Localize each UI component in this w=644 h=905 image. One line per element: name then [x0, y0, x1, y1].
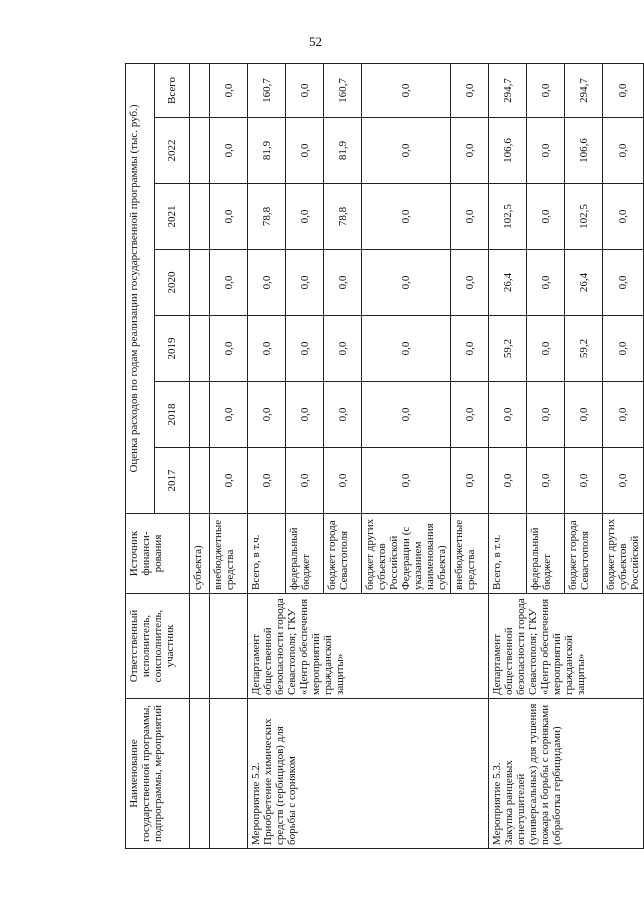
- value-cell: 81,9: [248, 118, 286, 184]
- header-year-2017: 2017: [155, 448, 190, 514]
- source-cell: бюджет города Севастополя: [565, 514, 603, 594]
- value-cell: 0,0: [210, 316, 248, 382]
- source-cell: бюджет других субъектов Российской: [603, 514, 644, 594]
- value-cell: 0,0: [451, 184, 489, 250]
- value-cell: 0,0: [210, 118, 248, 184]
- rotated-table-container: [125, 64, 641, 849]
- source-cell: субъекта): [190, 514, 210, 594]
- source-cell: Всего, в т.ч.: [248, 514, 286, 594]
- value-cell: 0,0: [248, 316, 286, 382]
- executor-cell-empty: [210, 594, 248, 699]
- value-cell: 0,0: [451, 316, 489, 382]
- value-cell: 59,2: [489, 316, 527, 382]
- value-cell: 160,7: [248, 64, 286, 118]
- value-cell: 0,0: [324, 316, 362, 382]
- value-cell: 0,0: [603, 382, 644, 448]
- value-cell: 0,0: [362, 184, 451, 250]
- value-cell: 160,7: [324, 64, 362, 118]
- value-cell-empty: [190, 64, 210, 118]
- executor-cell-empty: [190, 594, 210, 699]
- event-name-cell: Мероприятие 5.2. Приобретение химических средств (гербицидов) для борьбы с сорняком: [248, 699, 489, 849]
- value-cell: 106,6: [565, 118, 603, 184]
- value-cell: 0,0: [286, 382, 324, 448]
- value-cell: 0,0: [362, 64, 451, 118]
- value-cell: 0,0: [527, 118, 565, 184]
- value-cell: 78,8: [324, 184, 362, 250]
- budget-table: [125, 63, 644, 849]
- value-cell: 26,4: [489, 250, 527, 316]
- header-total: Всего: [155, 64, 190, 118]
- event-name-cell: Мероприятие 5.3. Закупка ранцевых огнетушителей (универсальных) для тушения пожара и борьбы с сорняками (обработка гербицидами): [489, 699, 644, 849]
- name-cell-empty: [190, 699, 210, 849]
- value-cell-empty: [190, 448, 210, 514]
- value-cell: 0,0: [286, 250, 324, 316]
- value-cell: 78,8: [248, 184, 286, 250]
- value-cell: 0,0: [527, 64, 565, 118]
- value-cell: 0,0: [210, 184, 248, 250]
- value-cell: 0,0: [527, 184, 565, 250]
- table-row: [489, 64, 527, 849]
- header-executor: Ответственный исполнитель, соисполнитель, участник: [126, 594, 190, 699]
- source-cell: Всего, в т.ч.: [489, 514, 527, 594]
- value-cell: 102,5: [565, 184, 603, 250]
- value-cell: 0,0: [210, 64, 248, 118]
- value-cell: 294,7: [489, 64, 527, 118]
- page-number: 52: [309, 34, 322, 49]
- value-cell: 0,0: [362, 118, 451, 184]
- header-source: Источник финанси-рования: [126, 514, 190, 594]
- table-row: [210, 64, 248, 849]
- value-cell-empty: [190, 250, 210, 316]
- name-cell-empty: [210, 699, 248, 849]
- value-cell: 0,0: [603, 250, 644, 316]
- value-cell: 0,0: [210, 448, 248, 514]
- value-cell: 26,4: [565, 250, 603, 316]
- value-cell: 102,5: [489, 184, 527, 250]
- value-cell: 0,0: [248, 448, 286, 514]
- value-cell-empty: [190, 382, 210, 448]
- value-cell: 0,0: [210, 250, 248, 316]
- source-cell: внебюджетные средства: [210, 514, 248, 594]
- value-cell: 0,0: [248, 250, 286, 316]
- source-cell: федеральный бюджет: [527, 514, 565, 594]
- value-cell: 0,0: [210, 382, 248, 448]
- value-cell: 0,0: [451, 118, 489, 184]
- value-cell: 0,0: [603, 184, 644, 250]
- header-year-2019: 2019: [155, 316, 190, 382]
- value-cell: 0,0: [286, 316, 324, 382]
- value-cell-empty: [190, 118, 210, 184]
- value-cell: 0,0: [362, 448, 451, 514]
- value-cell: 0,0: [489, 448, 527, 514]
- value-cell: 0,0: [527, 382, 565, 448]
- header-year-2018: 2018: [155, 382, 190, 448]
- value-cell: 0,0: [324, 382, 362, 448]
- value-cell: 0,0: [565, 382, 603, 448]
- source-cell: федеральный бюджет: [286, 514, 324, 594]
- value-cell: 0,0: [603, 64, 644, 118]
- value-cell: 0,0: [489, 382, 527, 448]
- value-cell-empty: [190, 184, 210, 250]
- value-cell: 81,9: [324, 118, 362, 184]
- value-cell: 0,0: [603, 118, 644, 184]
- value-cell: 0,0: [451, 448, 489, 514]
- value-cell: 0,0: [565, 448, 603, 514]
- header-name: Наименование государственной программы, подпрограммы, мероприятий: [126, 699, 190, 849]
- value-cell: 0,0: [527, 316, 565, 382]
- event-executor-cell: Департамент общественной безопасности города Севастополя; ГКУ «Центр обеспечения мероприятий гражданской защиты»: [489, 594, 644, 699]
- value-cell: 0,0: [286, 118, 324, 184]
- value-cell: 0,0: [451, 250, 489, 316]
- value-cell: 0,0: [362, 316, 451, 382]
- value-cell: 106,6: [489, 118, 527, 184]
- event-executor-cell: Департамент общественной безопасности города Севастополя; ГКУ «Центр обеспечения мероприятий гражданской защиты»: [248, 594, 489, 699]
- header-year-2021: 2021: [155, 184, 190, 250]
- value-cell: 0,0: [248, 382, 286, 448]
- value-cell: 0,0: [527, 448, 565, 514]
- value-cell: 59,2: [565, 316, 603, 382]
- continuation-row: [190, 64, 210, 849]
- value-cell: 0,0: [286, 448, 324, 514]
- header-year-2022: 2022: [155, 118, 190, 184]
- value-cell: 0,0: [527, 250, 565, 316]
- value-cell: 0,0: [603, 448, 644, 514]
- table-row: [248, 64, 286, 849]
- value-cell: 0,0: [451, 382, 489, 448]
- value-cell: 0,0: [451, 64, 489, 118]
- value-cell-empty: [190, 316, 210, 382]
- value-cell: 0,0: [362, 250, 451, 316]
- source-cell: бюджет других субъектов Российской Федерации (с указанием наименования субъекта): [362, 514, 451, 594]
- value-cell: 0,0: [286, 64, 324, 118]
- value-cell: 0,0: [603, 316, 644, 382]
- header-year-2020: 2020: [155, 250, 190, 316]
- value-cell: 0,0: [286, 184, 324, 250]
- value-cell: 0,0: [324, 250, 362, 316]
- value-cell: 294,7: [565, 64, 603, 118]
- header-estimate: Оценка расходов по годам реализации государственной программы (тыс. руб.): [126, 64, 155, 514]
- value-cell: 0,0: [324, 448, 362, 514]
- source-cell: бюджет города Севастополя: [324, 514, 362, 594]
- value-cell: 0,0: [362, 382, 451, 448]
- source-cell: внебюджетные средства: [451, 514, 489, 594]
